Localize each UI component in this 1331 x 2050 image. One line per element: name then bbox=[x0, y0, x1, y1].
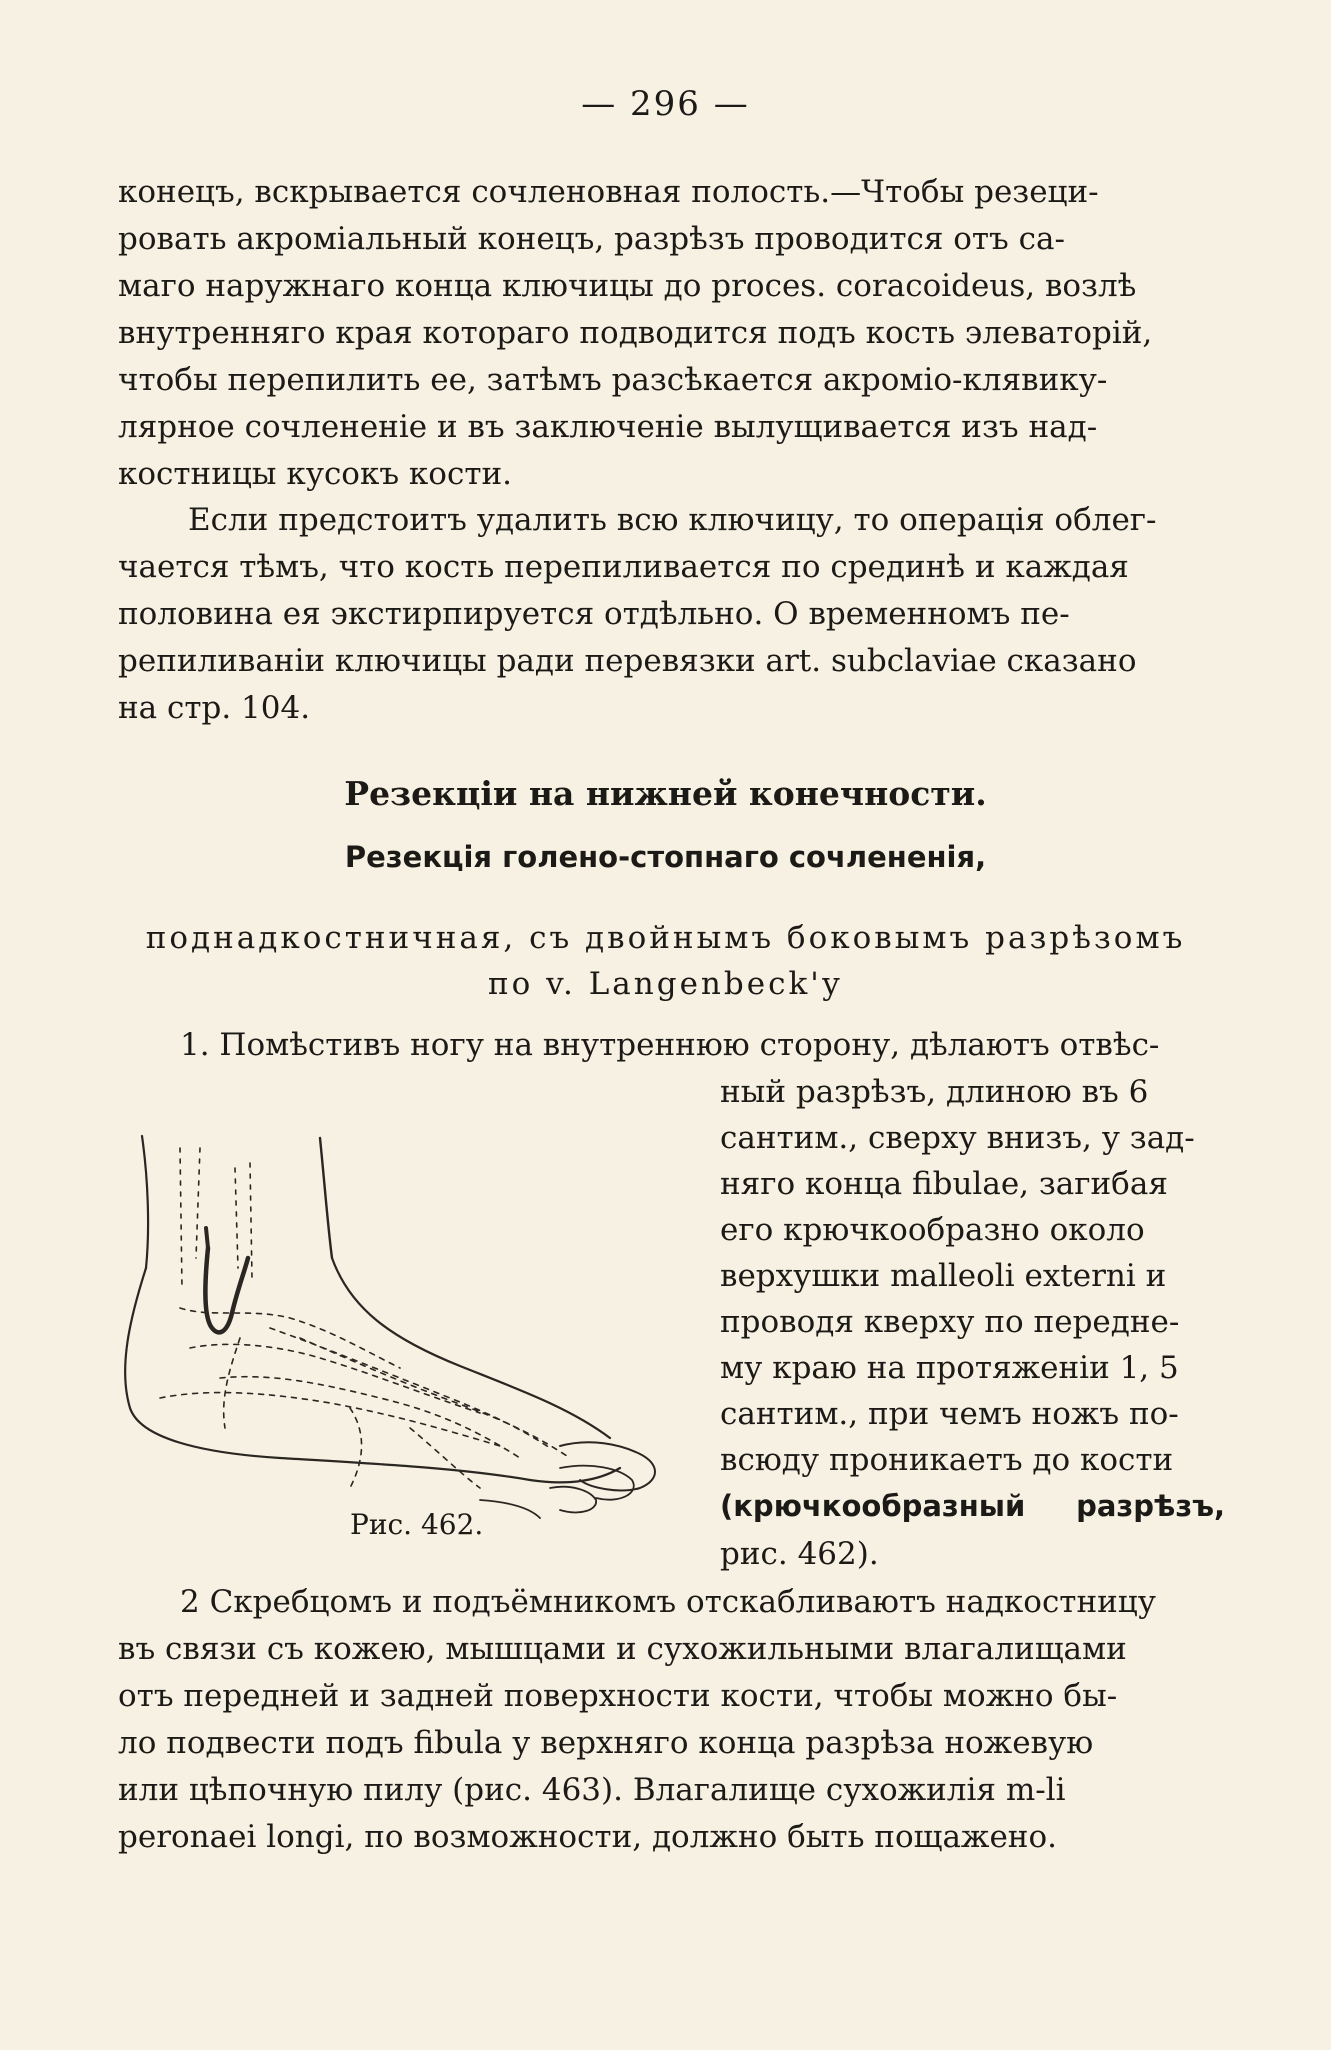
bold-term: разрѣзъ, bbox=[1076, 1489, 1225, 1523]
page-number: — 296 — bbox=[581, 84, 750, 124]
text-line: ровать акроміальный конецъ, разрѣзъ проводится отъ са- bbox=[118, 221, 1065, 257]
bold-term: (крючкообразный bbox=[720, 1489, 1026, 1523]
foot-incision-figure bbox=[120, 1108, 695, 1523]
text-line: репиливаніи ключицы ради перевязки art. subclaviae сказано bbox=[118, 643, 1137, 679]
text-line: половина ея экстирпируется отдѣльно. О временномъ пе- bbox=[118, 596, 1070, 632]
text-line: чтобы перепилить ее, затѣмъ разсѣкается акроміо-клявику- bbox=[118, 362, 1108, 398]
foot-drawing bbox=[120, 1108, 695, 1523]
text-line: въ связи съ кожею, мышцами и сухожильными влагалищами bbox=[118, 1631, 1127, 1667]
text-line: рис. 462). bbox=[720, 1536, 879, 1572]
text-line: верхушки malleoli externi и bbox=[720, 1258, 1167, 1294]
text-line: всюду проникаетъ до кости bbox=[720, 1442, 1174, 1478]
text-line: сантим., сверху внизъ, у зад- bbox=[720, 1120, 1195, 1156]
text-line: му краю на протяженіи 1, 5 bbox=[720, 1350, 1179, 1386]
text-line: няго конца fibulae, загибая bbox=[720, 1166, 1168, 1202]
text-line: peronaei longi, по возможности, должно быть пощажено. bbox=[118, 1819, 1057, 1855]
subtitle-line: по v. Langenbeck'у bbox=[487, 966, 843, 1002]
text-line-bold bbox=[720, 1486, 1225, 1526]
text-line: ло подвести подъ fibula у верхняго конца разрѣза ножевую bbox=[118, 1725, 1094, 1761]
text-line: ный разрѣзъ, длиною въ 6 bbox=[720, 1074, 1149, 1110]
text-line: его крючкообразно около bbox=[720, 1212, 1145, 1248]
text-line: лярное сочлененіе и въ заключеніе вылущивается изъ над- bbox=[118, 409, 1098, 445]
text-line: чается тѣмъ, что кость перепиливается по срединѣ и каждая bbox=[118, 549, 1129, 585]
text-line: на стр. 104. bbox=[118, 690, 311, 726]
text-line: Если предстоитъ удалить всю ключицу, то операція облег- bbox=[188, 502, 1157, 538]
text-line: или цѣпочную пилу (рис. 463). Влагалище сухожилія m-li bbox=[118, 1772, 1066, 1808]
text-line: проводя кверху по передне- bbox=[720, 1304, 1180, 1340]
text-line: 2 Скребцомъ и подъёмникомъ отскабливаютъ надкостницу bbox=[180, 1584, 1156, 1620]
subsection-title: Резекція голено-стопнаго сочлененія, bbox=[344, 840, 987, 874]
text-line: внутренняго края котораго подводится подъ кость элеваторій, bbox=[118, 315, 1153, 351]
section-title: Резекціи на нижней конечности. bbox=[344, 774, 987, 813]
subtitle-line: поднадкостничная, съ двойнымъ боковымъ разрѣзомъ bbox=[145, 920, 1186, 956]
text-line-content: конецъ, вскрывается сочленовная полость.—Чтобы резеци- bbox=[118, 174, 1099, 210]
step1-first-line: 1. Помѣстивъ ногу на внутреннюю сторону, дѣлаютъ отвѣс- bbox=[180, 1027, 1160, 1063]
figure-caption: Рис. 462. bbox=[350, 1508, 484, 1541]
text-line bbox=[118, 172, 1228, 212]
text-line: сантим., при чемъ ножъ по- bbox=[720, 1396, 1179, 1432]
text-line: костницы кусокъ кости. bbox=[118, 456, 512, 492]
text-line: маго наружнаго конца ключицы до proces. coracoideus, возлѣ bbox=[118, 268, 1137, 304]
text-line: отъ передней и задней поверхности кости, чтобы можно бы- bbox=[118, 1678, 1118, 1714]
